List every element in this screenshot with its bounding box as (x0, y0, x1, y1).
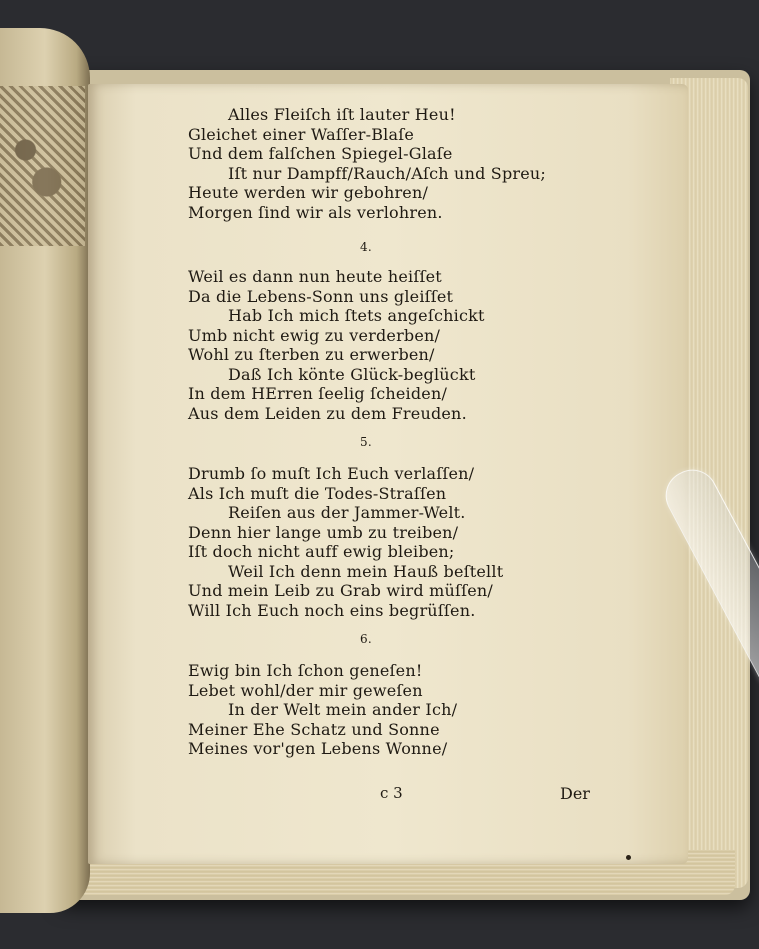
verse-line: Lebet wohl/der mir geweſen (188, 680, 423, 700)
verse-line: Meiner Ehe Schatz und Sonne (188, 719, 440, 739)
left-facing-page (0, 28, 90, 913)
ink-spot (626, 855, 631, 860)
verse-line: Hab Ich mich ſtets angeſchickt (228, 306, 485, 325)
verse-line: Umb nicht ewig zu verderben/ (188, 325, 441, 345)
stanza-number: 5. (360, 435, 372, 449)
verse-line: Iſt doch nicht auff ewig bleiben; (188, 542, 455, 561)
catchword: Der (560, 784, 590, 803)
verse-line: Iſt nur Dampff/Rauch/Aſch und Spreu; (228, 163, 547, 183)
ornament-decoration (0, 86, 85, 246)
verse-line: Daß Ich könte Glück-beglückt (228, 364, 476, 384)
verse-line: Ewig bin Ich ſchon geneſen! (188, 661, 423, 680)
verse-line: Alles Fleiſch iſt lauter Heu! (228, 105, 456, 124)
verse-line: Als Ich muſt die Todes-Straſſen (188, 483, 447, 503)
verse-line: Drumb ſo muſt Ich Euch verlaſſen/ (188, 464, 475, 483)
verse-line: Und dem falſchen Spiegel-Glaſe (188, 144, 453, 163)
verse-line: Und mein Leib zu Grab wird müſſen/ (188, 581, 493, 600)
verse-line: Wohl zu ſterben zu erwerben/ (188, 345, 435, 364)
verse-line: Da die Lebens-Sonn uns gleiſſet (188, 286, 454, 306)
book-page (88, 84, 688, 864)
verse-line: Denn hier lange umb zu treiben/ (188, 522, 459, 542)
verse-line: Weil es dann nun heute heiſſet (188, 267, 442, 286)
stanza-number: 4. (360, 240, 372, 254)
verse-line: Gleichet einer Waſſer-Blaſe (188, 124, 414, 144)
verse-line: Will Ich Euch noch eins begrüſſen. (188, 600, 476, 620)
signature-mark: c 3 (380, 784, 403, 802)
verse-line: In der Welt mein ander Ich/ (228, 700, 458, 719)
stanza-number: 6. (360, 632, 372, 646)
verse-line: Heute werden wir gebohren/ (188, 183, 429, 202)
verse-line: Aus dem Leiden zu dem Freuden. (188, 403, 467, 423)
verse-line: Weil Ich denn mein Hauß beſtellt (228, 561, 504, 581)
verse-line: In dem HErren ſeelig ſcheiden/ (188, 384, 448, 403)
verse-line: Morgen ſind wir als verlohren. (188, 202, 443, 222)
verse-line: Reiſen aus der Jammer-Welt. (228, 503, 466, 522)
verse-line: Meines vor'gen Lebens Wonne/ (188, 739, 448, 758)
